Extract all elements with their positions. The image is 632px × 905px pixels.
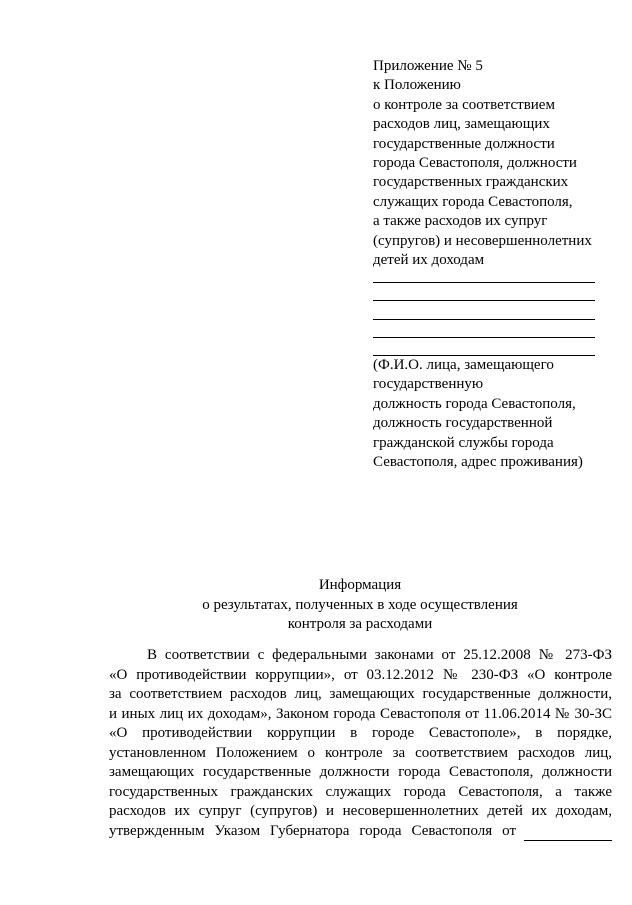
title-line: о результатах, полученных в ходе осуществления <box>202 596 518 613</box>
appendix-line: государственных гражданских <box>373 174 569 191</box>
appendix-line: расходов лиц, замещающих <box>373 116 550 133</box>
appendix-line: а также расходов их супруг <box>373 213 548 230</box>
body-line: «О противодействии коррупции», от 03.12.2012 № 230-ФЗ «О контроле <box>109 666 612 683</box>
appendix-line: города Севастополя, должности <box>373 155 577 172</box>
appendix-line: к Положению <box>373 77 461 94</box>
body-last-row <box>109 822 612 842</box>
blank-line <box>373 338 595 356</box>
body-line: за соответствием расходов лиц, замещающих государственные должности, <box>109 686 612 702</box>
blank-line <box>373 283 595 301</box>
body-line: замещающих государственные должности города Севастополя, должности <box>109 764 612 780</box>
body-line: установленном Положением о контроле за соответствием расходов лиц, <box>109 744 612 761</box>
document-title <box>60 576 632 635</box>
fio-caption-line: Севастополя, адрес проживания) <box>373 454 583 471</box>
fio-caption-line: должность государственной <box>373 415 553 432</box>
body-paragraph <box>109 646 612 841</box>
fio-caption-line: гражданской службы города <box>373 434 554 451</box>
body-line: и иных лиц их доходам», Законом города Севастополя от 11.06.2014 № 30-ЗС <box>109 705 612 722</box>
blank-line <box>373 301 595 319</box>
appendix-line: Приложение № 5 <box>373 58 483 74</box>
body-line: утвержденным Указом Губернатора города Севастополя от <box>109 822 516 839</box>
fio-caption <box>373 356 623 472</box>
blank-line <box>373 265 595 283</box>
appendix-line: служащих города Севастополя, <box>373 193 573 210</box>
appendix-line: детей их доходам <box>373 252 485 269</box>
body-line: «О противодействии коррупции в городе Севастополе», в порядке, <box>109 725 612 741</box>
fio-caption-line: государственную <box>373 376 484 393</box>
title-line: Информация <box>318 577 402 593</box>
title-line: контроля за расходами <box>287 616 433 632</box>
appendix-line: о контроле за соответствием <box>373 96 555 113</box>
body-line: В соответствии с федеральными законами от 25.12.2008 № 273-ФЗ <box>147 647 612 663</box>
body-line: государственных гражданских служащих города Севастополя, а также <box>109 783 612 800</box>
appendix-line: государственные должности <box>373 135 555 152</box>
date-blank-line <box>524 826 612 841</box>
fio-caption-line: должность города Севастополя, <box>373 395 576 412</box>
fio-blank-lines <box>373 265 595 356</box>
fio-caption-line: (Ф.И.О. лица, замещающего <box>373 357 554 373</box>
blank-line <box>373 320 595 338</box>
appendix-header <box>373 57 623 270</box>
body-line: расходов их супруг (супругов) и несовершеннолетних детей их доходам, <box>109 803 612 819</box>
appendix-line: (супругов) и несовершеннолетних <box>373 232 592 249</box>
